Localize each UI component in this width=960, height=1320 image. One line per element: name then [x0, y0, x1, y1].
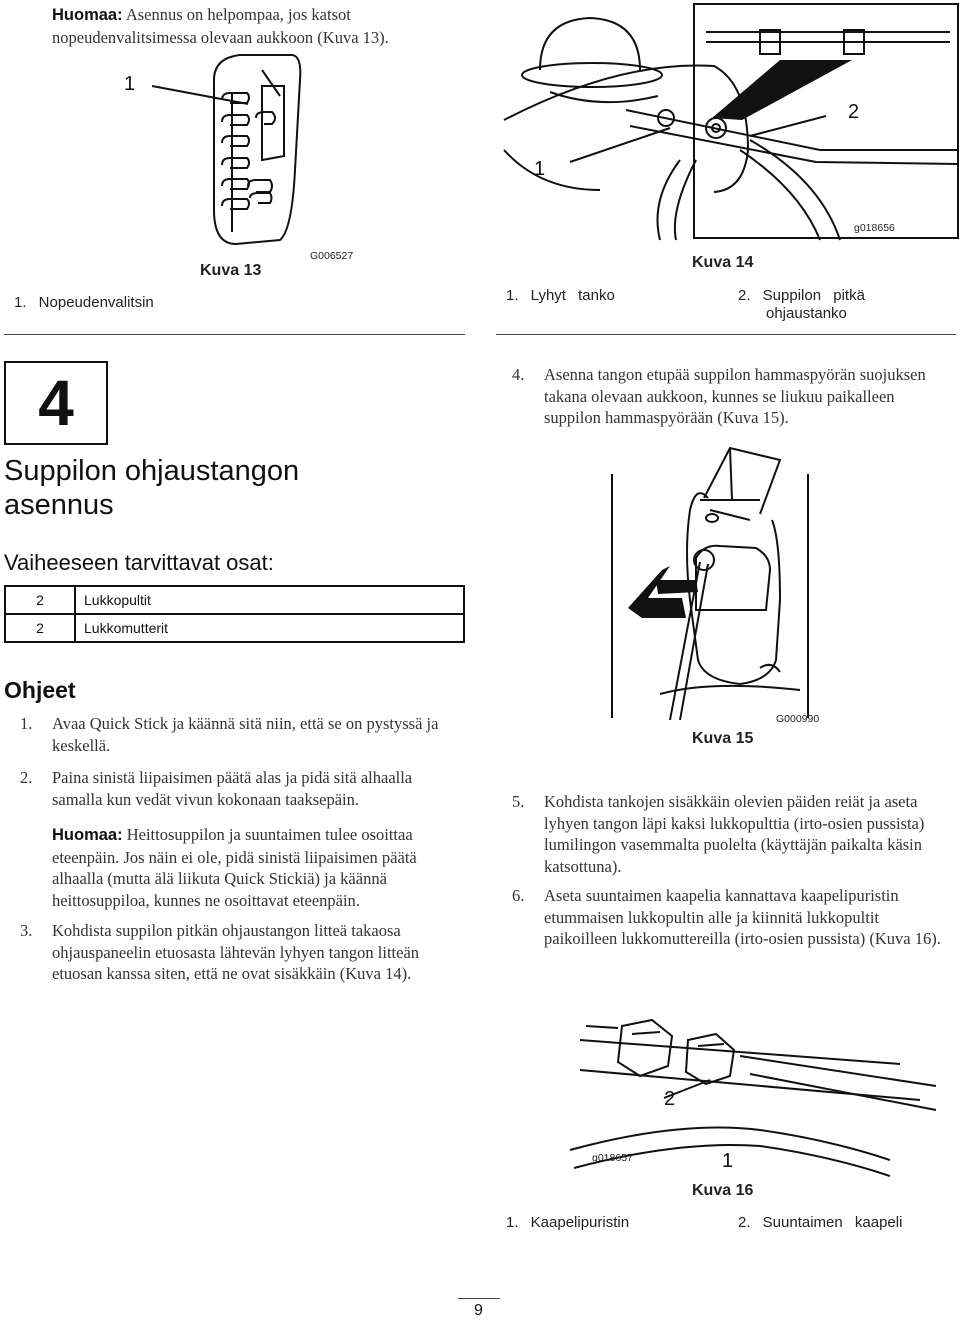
item-text: Kohdista tankojen sisäkkäin olevien päiden reiät ja aseta lyhyen tangon läpi kaksi lukkopulttia (irto-osien pussista) lumilingon vasemmalta puolelta (käyttäjän paikalta käsin katsottuna).: [544, 792, 925, 876]
fig13-callout-1: 1: [124, 73, 136, 95]
fig15-label: Kuva 15: [692, 730, 754, 747]
item-number: 3.: [20, 921, 33, 940]
item-text: Aseta suuntaimen kaapelia kannattava kaapelipuristin etummaisen lukkopultin alle ja kiinnitä lukkopultit paikoilleen lukkomuttereilla (irto-osien pussista) (Kuva 16).: [544, 886, 941, 948]
fig13-caption: 1. Nopeudenvalitsin: [14, 294, 154, 311]
instructions-heading: Ohjeet: [4, 677, 76, 703]
note-text: Heittosuppilon ja suuntaimen tulee osoittaa eteenpäin. Jos näin ei ole, pidä sinistä liipaisimen päätä alhaalla (mutta älä liikuta Quick Stickiä) ja käännä heittosuppiloa, kunnes ne osoittavat eteenpäin.: [52, 825, 417, 910]
instruction-item-3: [20, 920, 466, 985]
item-text: Paina sinistä liipaisimen päätä alas ja pidä sitä alhaalla samalla kun vedät vivun kokonaan taaksepäin.: [52, 768, 413, 809]
fig14-label: Kuva 14: [692, 254, 754, 271]
divider-left: [4, 334, 465, 335]
fig16-callout-1: 1: [722, 1150, 734, 1172]
item-number: 6.: [512, 886, 525, 905]
instruction-item-5: [512, 791, 952, 877]
item-text: Avaa Quick Stick ja käännä sitä niin, että se on pystyssä ja keskellä.: [52, 714, 439, 755]
note-text: Asennus on helpompaa, jos katsot nopeudenvalitsimessa olevaan aukkoon (Kuva 13).: [52, 5, 389, 47]
parts-table: [4, 585, 465, 643]
step-number-box: 4: [4, 361, 108, 445]
instruction-item-1: [20, 713, 466, 756]
instruction-item-4: [512, 364, 952, 429]
fig14-callout-1: 1: [534, 158, 546, 180]
fig14-caption-2a: 2. Suppilon pitkä: [738, 287, 865, 304]
parts-heading: Vaiheeseen tarvittavat osat:: [4, 550, 274, 575]
fig16-callout-2: 2: [664, 1088, 676, 1110]
fig14-caption-2b: ohjaustanko: [766, 305, 847, 322]
divider-right: [496, 334, 956, 335]
instruction-item-6: [512, 885, 952, 950]
fig13-label: Kuva 13: [200, 262, 262, 279]
step-title-line2: asennus: [4, 489, 114, 521]
fig16-code: g018657: [592, 1152, 633, 1164]
item-text: Asenna tangon etupää suppilon hammaspyörän suojuksen takana olevaan aukkoon, kunnes se liukuu paikalleen suppilon hammaspyörään (Kuva 15).: [544, 365, 926, 427]
parts-name: Lukkomutterit: [75, 614, 464, 642]
item-number: 4.: [512, 365, 525, 384]
item-text: Kohdista suppilon pitkän ohjaustangon litteä takaosa ohjauspaneelin etuosasta lähtevän lyhyen tangon litteän etuosan kanssa siten, että ne ovat sisäkkäin (Kuva 14).: [52, 921, 420, 983]
fig16-caption-2: 2. Suuntaimen kaapeli: [738, 1214, 903, 1231]
item-number: 1.: [20, 714, 33, 733]
figure-15-illustration: [600, 440, 820, 740]
fig15-code: G000990: [776, 713, 820, 725]
item-number: 2.: [20, 768, 33, 787]
figure-13-illustration: [0, 0, 480, 270]
fig16-label: Kuva 16: [692, 1182, 754, 1199]
fig14-callout-2: 2: [848, 101, 860, 123]
fig14-caption-1: 1. Lyhyt tanko: [506, 287, 615, 304]
fig13-code: G006527: [310, 250, 354, 262]
parts-name: Lukkopultit: [75, 586, 464, 614]
page-footer-rule: [458, 1298, 500, 1299]
table-row: [5, 614, 464, 642]
parts-qty: 2: [5, 586, 75, 614]
item-number: 5.: [512, 792, 525, 811]
note-lead: Huomaa:: [52, 6, 123, 24]
fig14-code: g018656: [854, 222, 895, 234]
step-title-line1: Suppilon ohjaustangon: [4, 455, 300, 487]
instruction-note: [52, 824, 472, 911]
parts-qty: 2: [5, 614, 75, 642]
page-number: 9: [474, 1302, 483, 1319]
fig16-caption-1: 1. Kaapelipuristin: [506, 1214, 630, 1231]
note-lead: Huomaa:: [52, 826, 123, 844]
instruction-item-2: [20, 767, 466, 810]
table-row: [5, 586, 464, 614]
